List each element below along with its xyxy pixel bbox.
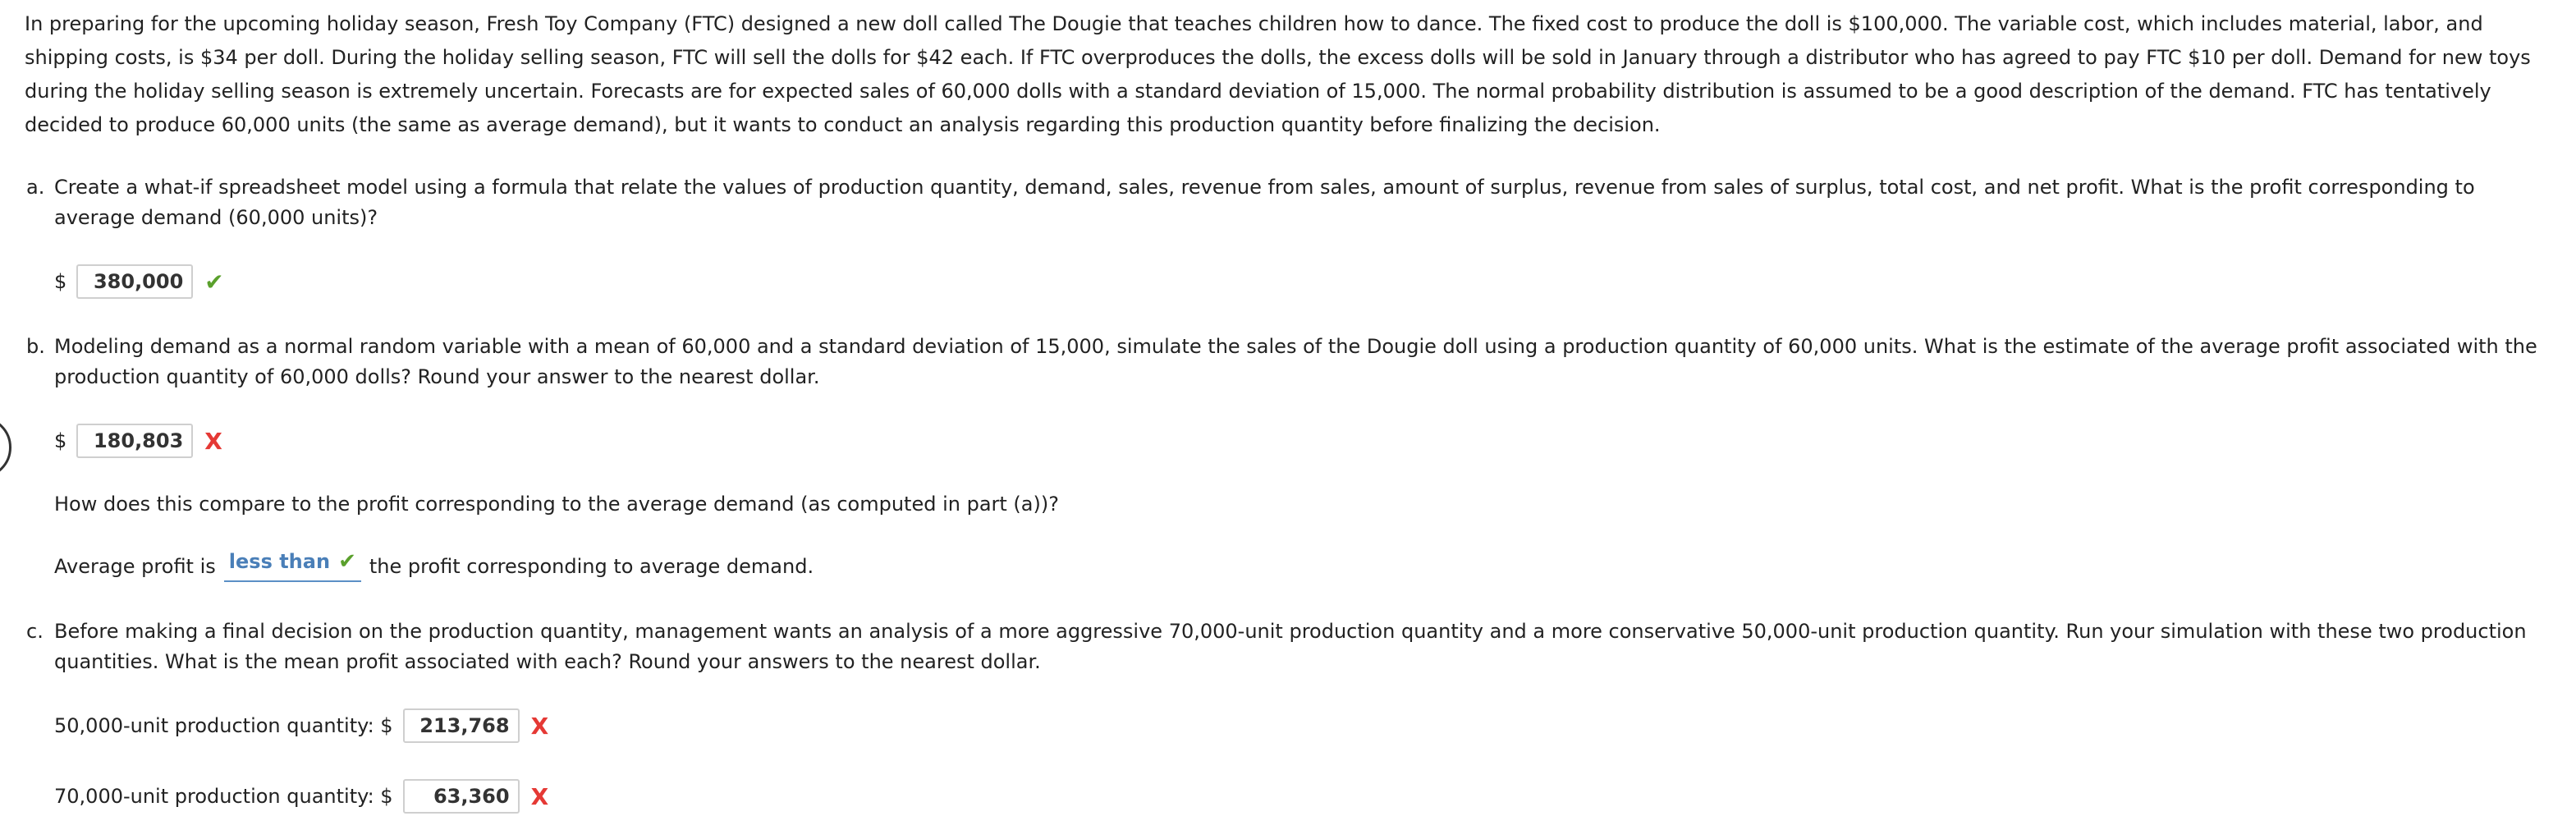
part-a-label: a. <box>26 176 45 199</box>
part-a-text: Create a what-if spreadsheet model using a formula that relate the values of production quantity, demand, sales, revenue from sales, amount of surplus, revenue from sales of surplus, total cost, and net profit. What is the profit corresponding to average demand (60,000 units)? <box>54 176 2475 229</box>
part-a-answer-value: 380,000 <box>93 270 184 293</box>
q50-answer-value: 213,768 <box>419 714 510 737</box>
q70-label: 70,000-unit production quantity: $ <box>54 785 393 808</box>
part-c-question <box>26 617 2555 677</box>
cross-icon: X <box>530 782 549 810</box>
part-b-label: b. <box>26 335 45 358</box>
part-c-label: c. <box>26 620 44 643</box>
currency-symbol: $ <box>54 270 67 293</box>
comparison-dropdown-value: less than <box>228 550 331 573</box>
cross-icon: X <box>204 427 222 455</box>
part-c-50k-row <box>54 707 548 745</box>
comparison-dropdown[interactable] <box>224 547 361 582</box>
cross-icon: X <box>530 712 549 740</box>
q70-answer-value: 63,360 <box>433 785 510 808</box>
part-b-answer-value: 180,803 <box>93 429 184 452</box>
comparison-prefix: Average profit is <box>54 555 216 578</box>
intro-line: decided to produce 60,000 units (the same as average demand), but it wants to conduct an analysis regarding this production quantity before finalizing the decision. <box>25 113 1661 136</box>
part-b-comparison-sentence <box>54 547 814 582</box>
q70-answer-input[interactable] <box>403 779 520 814</box>
part-a-question <box>26 172 2555 233</box>
intro-line: shipping costs, is $34 per doll. During the holiday selling season, FTC will sell the dolls for $42 each. If FTC overproduces the dolls, the excess dolls will be sold in January through a distributor who has agreed to pay FTC $10 per doll. Demand for new toys <box>25 46 2531 69</box>
check-icon: ✔ <box>338 549 356 574</box>
problem-intro <box>25 7 2561 142</box>
part-b-answer-row <box>54 422 222 460</box>
part-c-70k-row <box>54 777 548 815</box>
intro-line: during the holiday selling season is extremely uncertain. Forecasts are for expected sales of 60,000 dolls with a standard deviation of 15,000. The normal probability distribution is assumed to be a good description of the demand. FTC has tentatively <box>25 80 2491 103</box>
q50-label: 50,000-unit production quantity: $ <box>54 714 393 737</box>
currency-symbol: $ <box>54 429 67 452</box>
part-c-text: Before making a final decision on the production quantity, management wants an analysis of a more aggressive 70,000-unit production quantity and a more conservative 50,000-unit production quantity. Run your simulation with these two production quantities. What is the mean profit associated with each? Round your answers to the nearest dollar. <box>54 620 2527 673</box>
part-b-question <box>26 332 2555 392</box>
comparison-suffix: the profit corresponding to average demand. <box>369 555 814 578</box>
q50-answer-input[interactable] <box>403 708 520 743</box>
left-edge-arc <box>0 416 11 479</box>
part-b-followup-question: How does this compare to the profit corresponding to the average demand (as computed in part (a))? <box>54 493 1059 516</box>
part-a-answer-row <box>54 263 224 300</box>
part-b-answer-input[interactable] <box>76 424 193 458</box>
part-b-text: Modeling demand as a normal random variable with a mean of 60,000 and a standard deviation of 15,000, simulate the sales of the Dougie doll using a production quantity of 60,000 units. What is the estimate of the average profit associated with the production quantity of 60,000 dolls? Round your answer to the nearest dollar. <box>54 335 2537 388</box>
check-icon: ✔ <box>204 268 224 296</box>
part-a-answer-input[interactable] <box>76 264 193 299</box>
intro-line: In preparing for the upcoming holiday season, Fresh Toy Company (FTC) designed a new doll called The Dougie that teaches children how to dance. The fixed cost to produce the doll is $100,000. The variable cost, which includes material, labor, and <box>25 12 2483 35</box>
